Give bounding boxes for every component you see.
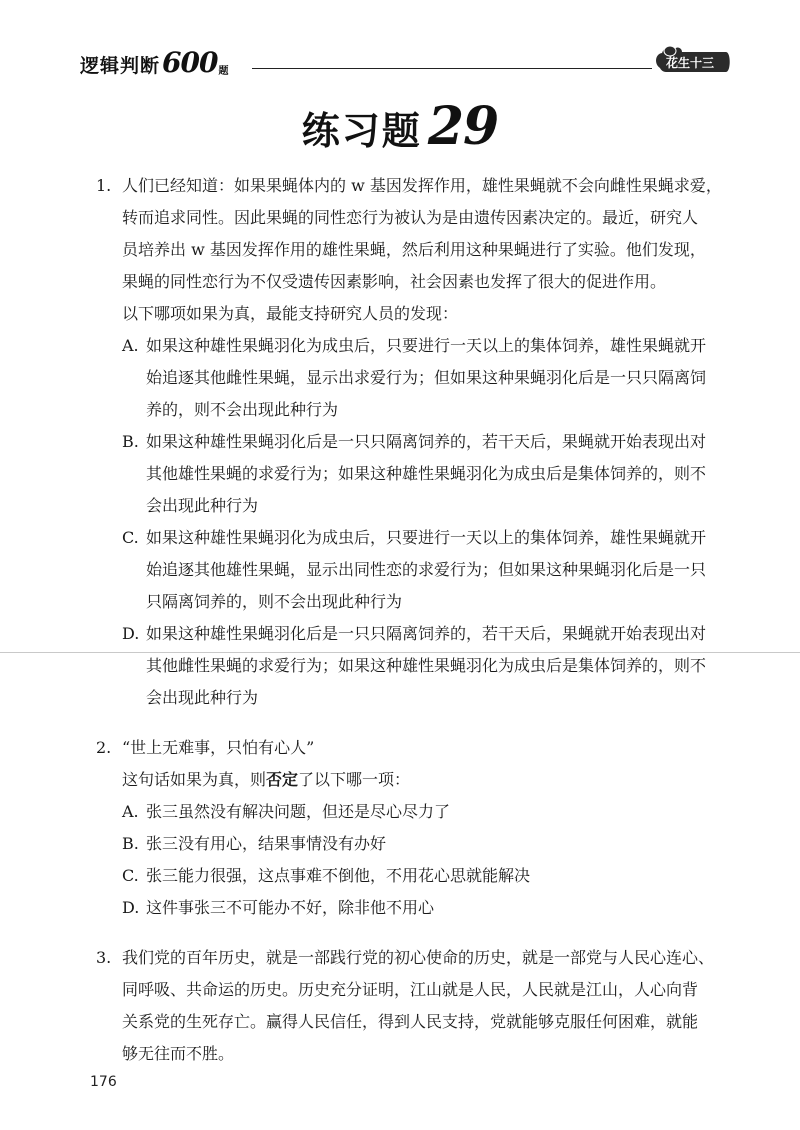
question-prompt [122, 770, 410, 790]
option-letter: A. [122, 336, 139, 355]
option-text-line: 养的，则不会出现此种行为 [146, 400, 339, 419]
book-title-suffix: 题 [218, 66, 230, 77]
exercise-label: 练习题 [301, 109, 422, 153]
option-text-line: 如果这种雄性果蝇羽化后是一只只隔离饲养的，若干天后，果蝇就开始表现出对 [146, 624, 707, 643]
option-letter: C. [122, 866, 139, 885]
option-letter: D. [122, 624, 140, 643]
question-stem-line: 关系党的生死存亡。赢得人民信任，得到人民支持，党就能够克服任何困难，就能 [122, 1012, 699, 1031]
page-number: 176 [90, 1074, 117, 1090]
prompt-emphasis: 否定 [266, 770, 299, 789]
option-letter: D. [122, 898, 140, 917]
option-text-line: 张三虽然没有解决问题，但还是尽心尽力了 [146, 802, 451, 821]
option-letter: C. [122, 528, 139, 547]
option-text-line: 如果这种雄性果蝇羽化为成虫后，只要进行一天以上的集体饲养，雄性果蝇就开 [146, 528, 707, 547]
option-text-line: 只隔离饲养的，则不会出现此种行为 [146, 592, 403, 611]
option-letter: B. [122, 432, 139, 451]
question-number: 3. [96, 948, 112, 967]
option-letter: A. [122, 802, 139, 821]
question-quote: “世上无难事，只怕有心人” [122, 738, 315, 757]
option-letter: B. [122, 834, 139, 853]
option-text-line: 会出现此种行为 [146, 688, 259, 707]
prompt-before: 这句话如果为真，则 [122, 770, 267, 789]
scan-fold-line [0, 652, 800, 653]
option-text-line: 其他雄性果蝇的求爱行为；如果这种雄性果蝇羽化为成虫后是集体饲养的，则不 [146, 464, 707, 483]
question-stem-line: 人们已经知道：如果果蝇体内的 w 基因发挥作用，雄性果蝇就不会向雌性果蝇求爱， [122, 176, 722, 195]
brand-text: 花生十三 [666, 56, 715, 70]
option-text-line: 始追逐其他雄性果蝇，显示出同性恋的求爱行为；但如果这种果蝇羽化后是一只 [146, 560, 707, 579]
option-text-line: 其他雌性果蝇的求爱行为；如果这种雄性果蝇羽化为成虫后是集体饲养的，则不 [146, 656, 707, 675]
question-stem-line: 转而追求同性。因此果蝇的同性恋行为被认为是由遗传因素决定的。最近，研究人 [122, 208, 699, 227]
running-header [80, 38, 730, 78]
option-text-line: 会出现此种行为 [146, 496, 259, 515]
brand-badge [652, 42, 732, 76]
question-stem-line: 够无往而不胜。 [122, 1044, 235, 1063]
exercise-number: 29 [427, 96, 499, 157]
question-prompt: 以下哪项如果为真，最能支持研究人员的发现： [122, 304, 459, 323]
question-stem-line: 员培养出 w 基因发挥作用的雄性果蝇，然后利用这种果蝇进行了实验。他们发现， [122, 240, 706, 259]
book-title-number: 600 [162, 46, 218, 79]
option-text-line: 张三没有用心，结果事情没有办好 [146, 834, 387, 853]
option-text-line: 始追逐其他雌性果蝇，显示出求爱行为；但如果这种果蝇羽化后是一只只隔离饲 [146, 368, 707, 387]
exercise-title [0, 96, 800, 157]
option-text-line: 这件事张三不可能办不好，除非他不用心 [146, 898, 435, 917]
header-rule [252, 68, 652, 69]
question-stem-line: 同呼吸、共命运的历史。历史充分证明，江山就是人民，人民就是江山，人心向背 [122, 980, 699, 999]
book-title-text: 逻辑判断 [80, 55, 161, 77]
option-text-line: 如果这种雄性果蝇羽化为成虫后，只要进行一天以上的集体饲养，雄性果蝇就开 [146, 336, 707, 355]
book-title [80, 46, 229, 79]
option-text-line: 如果这种雄性果蝇羽化后是一只只隔离饲养的，若干天后，果蝇就开始表现出对 [146, 432, 707, 451]
option-text-line: 张三能力很强，这点事难不倒他，不用花心思就能解决 [146, 866, 531, 885]
prompt-after: 了以下哪一项： [298, 770, 411, 789]
question-number: 1. [96, 176, 112, 195]
question-number: 2. [96, 738, 112, 757]
question-stem-line: 我们党的百年历史，就是一部践行党的初心使命的历史，就是一部党与人民心连心、 [122, 948, 715, 967]
question-stem-line: 果蝇的同性恋行为不仅受遗传因素影响，社会因素也发挥了很大的促进作用。 [122, 272, 667, 291]
